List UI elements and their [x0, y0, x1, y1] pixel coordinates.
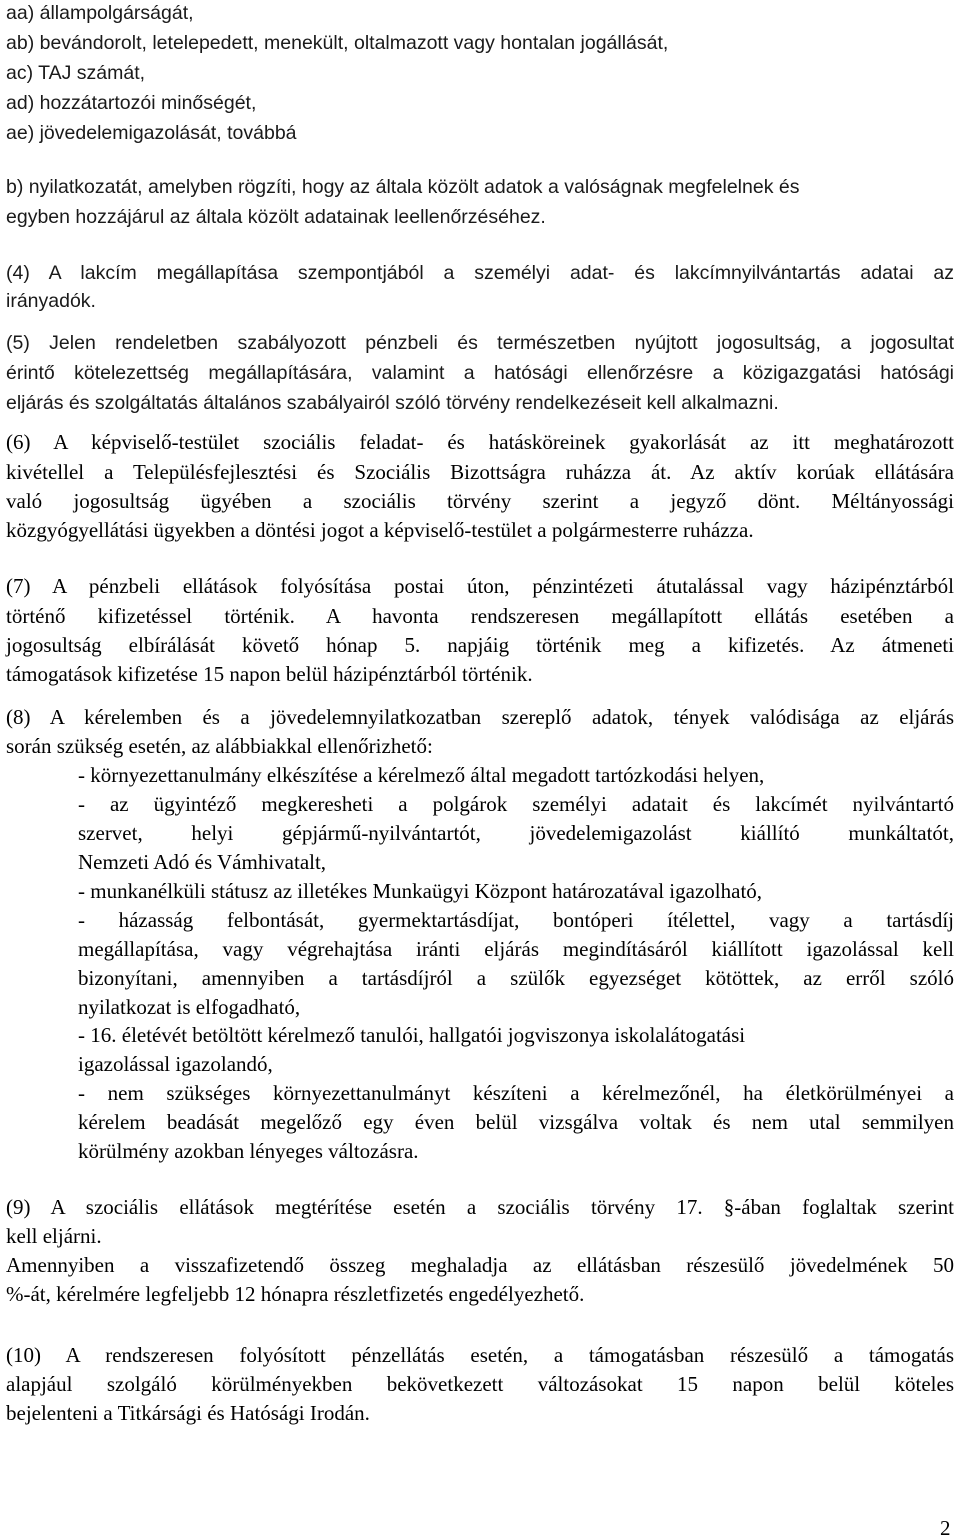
list-item-ab: ab) bevándorolt, letelepedett, menekült, oltalmazott vagy hontalan jogállását, — [6, 32, 669, 54]
paragraph-7-line-1: (7) A pénzbeli ellátások folyósítása postai úton, pénzintézeti átutalással vagy házipénztárból — [6, 574, 954, 598]
paragraph-6-line-1: (6) A képviselő-testület szociális feladat- és hatásköreinek gyakorlását az itt meghatározott — [6, 430, 954, 454]
bullet-5-line-2: igazolással igazolandó, — [78, 1052, 273, 1076]
list-item-aa: aa) állampolgárságát, — [6, 2, 194, 24]
paragraph-9-line-2: kell eljárni. — [6, 1224, 102, 1248]
bullet-2-line-2: szervet, helyi gépjármű-nyilvántartót, jövedelemigazolást kiállító munkáltatót, — [78, 821, 954, 845]
bullet-4-line-2: megállapítása, vagy végrehajtása iránti eljárás megindításáról kiállított igazolással kell — [78, 937, 954, 961]
list-item-b-line-1: b) nyilatkozatát, amelyben rögzíti, hogy az általa közölt adatok a valóságnak megfelelnek és — [6, 176, 800, 198]
list-item-ad: ad) hozzátartozói minőségét, — [6, 92, 257, 114]
paragraph-5-line-1: (5) Jelen rendeletben szabályozott pénzbeli és természetben nyújtott jogosultság, a jogosultat — [6, 332, 954, 354]
bullet-3: - munkanélküli státusz az illetékes Munkaügyi Központ határozatával igazolható, — [78, 879, 763, 903]
bullet-4-line-1: - házasság felbontását, gyermektartásdíjat, bontóperi ítélettel, vagy a tartásdíj — [78, 908, 954, 932]
paragraph-8-line-1: (8) A kérelemben és a jövedelemnyilatkozatban szereplő adatok, tények valódisága az eljárás — [6, 705, 954, 729]
bullet-2-line-1: - az ügyintéző megkeresheti a polgárok személyi adatait és lakcímét nyilvántartó — [78, 792, 954, 816]
paragraph-8-line-2: során szükség esetén, az alábbiakkal ellenőrizhető: — [6, 734, 433, 758]
paragraph-7-line-4: támogatások kifizetése 15 napon belül házipénztárból történik. — [6, 662, 533, 686]
paragraph-10-line-2: alapjául szolgáló körülményekben bekövetkezett változásokat 15 napon belül köteles — [6, 1372, 954, 1396]
paragraph-5-line-2: érintő kötelezettség megállapítására, valamint a hatósági ellenőrzésre a közigazgatási hatósági — [6, 362, 954, 384]
bullet-2-line-3: Nemzeti Adó és Vámhivatalt, — [78, 850, 327, 874]
page-number: 2 — [940, 1516, 951, 1540]
paragraph-5-line-3: eljárás és szolgáltatás általános szabályairól szóló törvény rendelkezéseit kell alkalmazni. — [6, 392, 779, 414]
bullet-6-line-1: - nem szükséges környezettanulmányt készíteni a kérelmezőnél, ha életkörülményei a — [78, 1081, 954, 1105]
list-item-b-line-2: egyben hozzájárul az általa közölt adatainak leellenőrzéséhez. — [6, 206, 546, 228]
paragraph-6-line-3: való jogosultság ügyében a szociális törvény szerint a jegyző dönt. Méltányossági — [6, 489, 954, 513]
paragraph-10-line-1: (10) A rendszeresen folyósított pénzellátás esetén, a támogatásban részesülő a támogatás — [6, 1343, 954, 1367]
list-item-ae: ae) jövedelemigazolását, továbbá — [6, 122, 297, 144]
paragraph-9-line-1: (9) A szociális ellátások megtérítése esetén a szociális törvény 17. §-ában foglaltak szerint — [6, 1195, 954, 1219]
paragraph-10-line-3: bejelenteni a Titkársági és Hatósági Irodán. — [6, 1401, 370, 1425]
paragraph-7-line-3: jogosultság elbírálását követő hónap 5. napjáig történik meg a kifizetés. Az átmeneti — [6, 633, 954, 657]
bullet-6-line-3: körülmény azokban lényeges változásra. — [78, 1139, 419, 1163]
paragraph-7-line-2: történő kifizetéssel történik. A havonta rendszeresen megállapított ellátás esetében a — [6, 604, 954, 628]
list-item-ac: ac) TAJ számát, — [6, 62, 146, 84]
bullet-4-line-4: nyilatkozat is elfogadható, — [78, 995, 301, 1019]
bullet-5-line-1: - 16. életévét betöltött kérelmező tanulói, hallgatói jogviszonya iskolalátogatási — [78, 1023, 746, 1047]
paragraph-6-line-2: kivétellel a Településfejlesztési és Szociális Bizottságra ruházza át. Az aktív korúak ellátására — [6, 460, 954, 484]
paragraph-4-line-1: (4) A lakcím megállapítása szempontjából a személyi adat- és lakcímnyilvántartás adatai az — [6, 262, 954, 284]
paragraph-9-line-4: %-át, kérelmére legfeljebb 12 hónapra részletfizetés engedélyezhető. — [6, 1282, 585, 1306]
bullet-4-line-3: bizonyítani, amennyiben a tartásdíjról a szülők egyezséget kötöttek, az erről szóló — [78, 966, 954, 990]
paragraph-6-line-4: közgyógyellátási ügyekben a döntési jogot a képviselő-testület a polgármesterre ruházza. — [6, 518, 754, 542]
paragraph-9-line-3: Amennyiben a visszafizetendő összeg meghaladja az ellátásban részesülő jövedelmének 50 — [6, 1253, 954, 1277]
paragraph-4-line-2: irányadók. — [6, 290, 96, 312]
bullet-6-line-2: kérelem beadását megelőző egy éven belül vizsgálva voltak és nem utal semmilyen — [78, 1110, 954, 1134]
bullet-1: - környezettanulmány elkészítése a kérelmező által megadott tartózkodási helyen, — [78, 763, 765, 787]
